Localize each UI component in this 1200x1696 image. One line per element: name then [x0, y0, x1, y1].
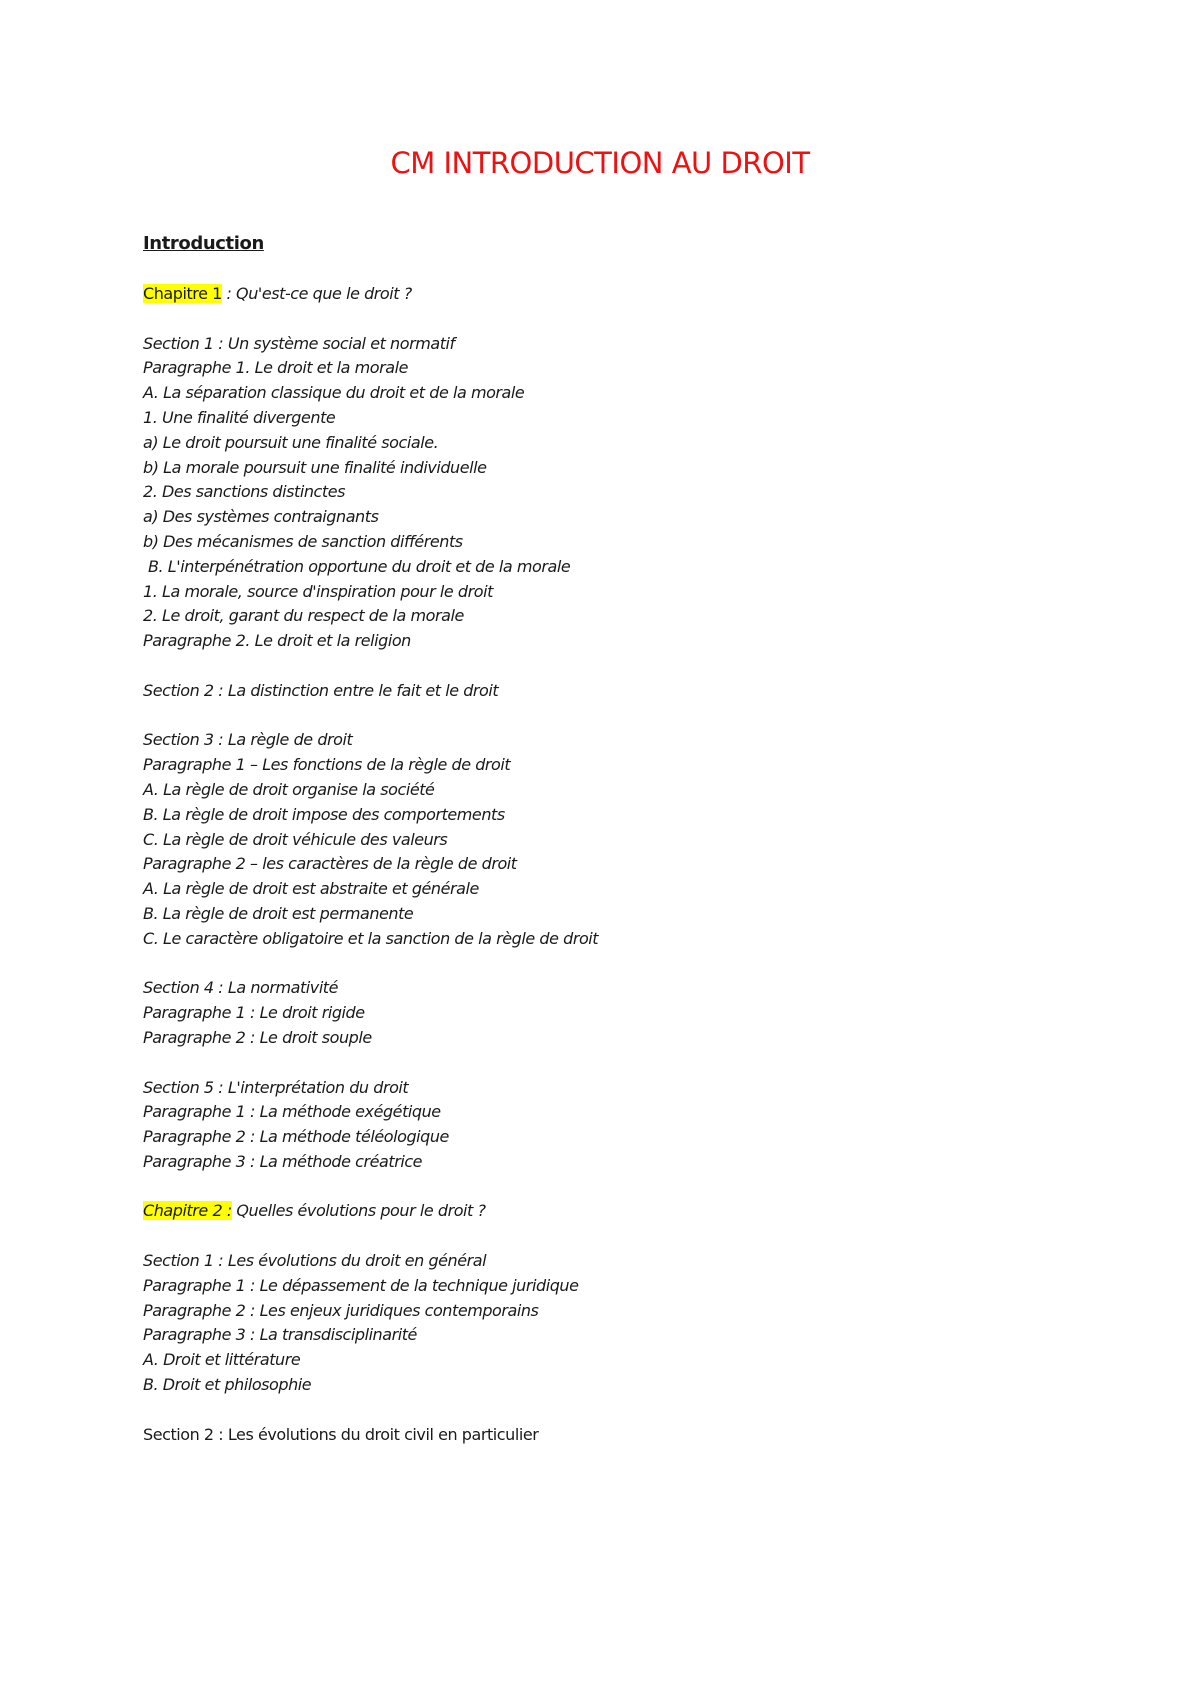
outline-line: Section 1 : Un système social et normatif — [143, 333, 455, 353]
outline-line: C. La règle de droit véhicule des valeurs — [143, 829, 448, 849]
spacer — [143, 307, 1143, 332]
spacer — [143, 1175, 1143, 1200]
spacer — [143, 704, 1143, 729]
chapter-1-heading — [143, 282, 1143, 307]
outline-line: Paragraphe 1 – Les fonctions de la règle de droit — [143, 755, 511, 775]
outline-line: Paragraphe 1 : La méthode exégétique — [143, 1102, 441, 1122]
document-title: CM INTRODUCTION AU DROIT — [390, 146, 810, 180]
outline-line: Paragraphe 3 : La transdisciplinarité — [143, 1325, 417, 1345]
outline-line: Section 4 : La normativité — [143, 978, 339, 998]
chapter-2-title: Quelles évolutions pour le droit ? — [231, 1201, 486, 1221]
chapter-1-label: Chapitre 1 — [143, 284, 222, 303]
outline-line: b) Des mécanismes de sanction différents — [143, 531, 463, 551]
outline-line: Section 3 : La règle de droit — [143, 730, 353, 750]
outline-line: B. Droit et philosophie — [143, 1375, 312, 1395]
outline-line: Paragraphe 1. Le droit et la morale — [143, 358, 408, 378]
chapter-2-heading — [143, 1199, 1143, 1224]
outline-line: a) Des systèmes contraignants — [143, 507, 379, 527]
outline-line: a) Le droit poursuit une finalité sociale. — [143, 432, 439, 452]
outline-line: Paragraphe 1 : Le dépassement de la technique juridique — [143, 1275, 579, 1295]
outline-line: 1. La morale, source d'inspiration pour le droit — [143, 581, 493, 601]
outline-line: Section 2 : Les évolutions du droit civil en particulier — [143, 1424, 539, 1444]
spacer — [143, 952, 1143, 977]
outline-line: A. La séparation classique du droit et de la morale — [143, 383, 525, 403]
outline-line: A. La règle de droit organise la société — [143, 779, 435, 799]
outline-line: Paragraphe 2 : Les enjeux juridiques contemporains — [143, 1300, 539, 1320]
outline-line: Paragraphe 2 : La méthode téléologique — [143, 1127, 449, 1147]
outline-line: Paragraphe 1 : Le droit rigide — [143, 1003, 365, 1023]
spacer — [143, 1051, 1143, 1076]
introduction-heading: Introduction — [143, 233, 264, 254]
spacer — [143, 1398, 1143, 1423]
outline-line: b) La morale poursuit une finalité individuelle — [143, 457, 487, 477]
outline-line: Paragraphe 2 – les caractères de la règle de droit — [143, 854, 517, 874]
outline-line: 1. Une finalité divergente — [143, 407, 336, 427]
spacer — [143, 654, 1143, 679]
outline-line: Section 5 : L'interprétation du droit — [143, 1077, 409, 1097]
chapter-2-label: Chapitre 2 : — [143, 1201, 232, 1221]
outline-line: C. Le caractère obligatoire et la sanction de la règle de droit — [143, 928, 599, 948]
outline-line: Paragraphe 2. Le droit et la religion — [143, 631, 411, 651]
outline-line: B. L'interpénétration opportune du droit et de la morale — [148, 556, 571, 576]
outline-line: B. La règle de droit est permanente — [143, 903, 414, 923]
outline-line: B. La règle de droit impose des comportements — [143, 804, 505, 824]
course-outline — [143, 282, 1143, 1447]
outline-line: 2. Le droit, garant du respect de la morale — [143, 606, 464, 626]
outline-line: Section 1 : Les évolutions du droit en général — [143, 1251, 487, 1271]
outline-line: A. Droit et littérature — [143, 1350, 301, 1370]
outline-line: Section 2 : La distinction entre le fait et le droit — [143, 680, 499, 700]
chapter-1-title: : Qu'est-ce que le droit ? — [221, 284, 412, 303]
outline-line: Paragraphe 2 : Le droit souple — [143, 1027, 372, 1047]
outline-line: A. La règle de droit est abstraite et générale — [143, 879, 479, 899]
outline-line: Paragraphe 3 : La méthode créatrice — [143, 1151, 423, 1171]
outline-line: 2. Des sanctions distinctes — [143, 482, 345, 502]
spacer — [143, 1224, 1143, 1249]
